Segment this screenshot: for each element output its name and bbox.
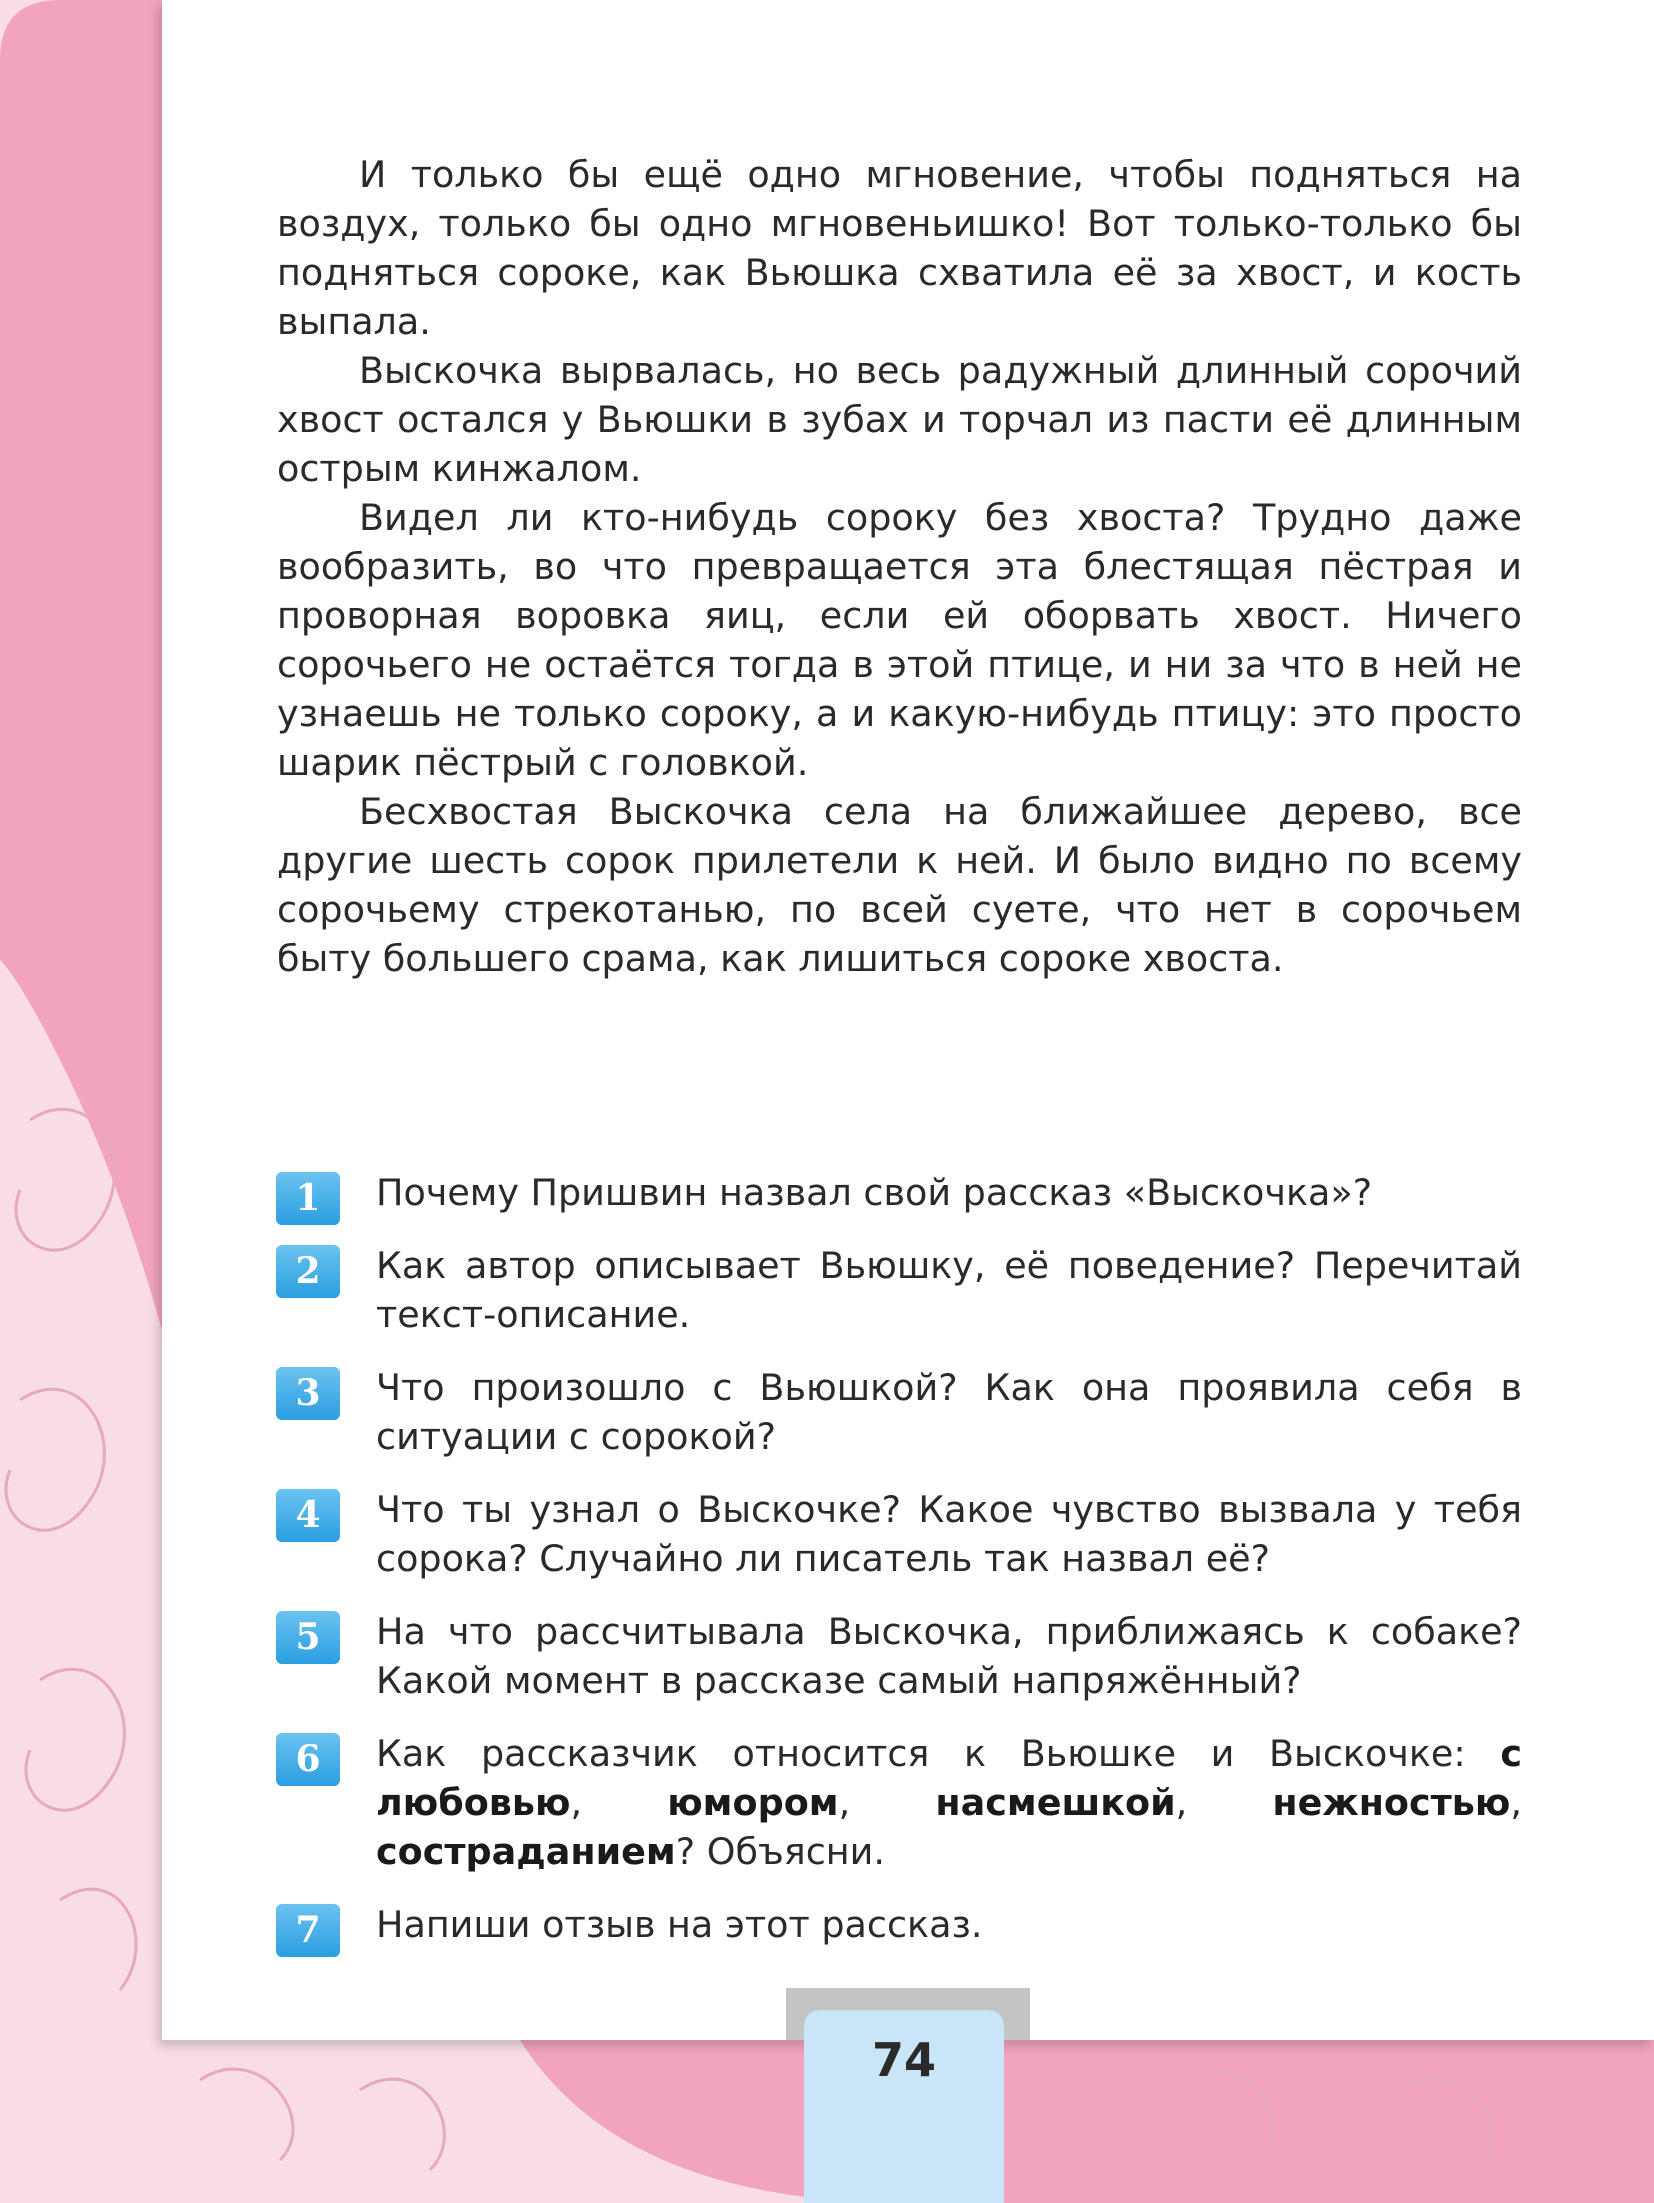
- question-text: На что рассчитывала Выскочка, приближаясь к собаке? Какой момент в рассказе самый напряжённый?: [376, 1610, 1522, 1702]
- question-number-badge: 5: [276, 1611, 340, 1664]
- question-text-intro: Как рассказчик относится к Вьюшке и Выскочке:: [376, 1732, 1501, 1775]
- question-number-badge: 3: [276, 1367, 340, 1420]
- question-item: [276, 1363, 1522, 1461]
- emphasis-option: состраданием: [376, 1830, 676, 1873]
- emphasis-option: юмором: [667, 1781, 839, 1824]
- question-text-end: ? Объясни.: [675, 1830, 885, 1873]
- question-number-badge: 6: [276, 1733, 340, 1786]
- question-text: Напиши отзыв на этот рассказ.: [376, 1903, 983, 1946]
- question-number-badge: 7: [276, 1904, 340, 1957]
- question-number-badge: 2: [276, 1245, 340, 1298]
- question-item: [276, 1729, 1522, 1876]
- question-number-badge: 4: [276, 1489, 340, 1542]
- question-item: [276, 1900, 1522, 1949]
- separator: ,: [838, 1781, 936, 1824]
- separator: ,: [1175, 1781, 1273, 1824]
- emphasis-option: насмешкой: [935, 1781, 1176, 1824]
- separator: ,: [1510, 1781, 1522, 1824]
- question-text: Как автор описывает Вьюшку, её поведение? Перечитай текст-описание.: [376, 1244, 1522, 1336]
- question-item: [276, 1607, 1522, 1705]
- question-list: [276, 1168, 1522, 1973]
- story-paragraph: Бесхвостая Выскочка села на ближайшее дерево, все другие шесть сорок прилетели к ней. И было видно по всему сорочьему стрекотанью, по всей суете, что нет в сорочьем быту большего срама, как лишиться сороке хвоста.: [277, 790, 1522, 980]
- question-item: [276, 1168, 1522, 1217]
- question-text: Что произошло с Вьюшкой? Как она проявила себя в ситуации с сорокой?: [376, 1366, 1522, 1458]
- question-number-badge: 1: [276, 1172, 340, 1225]
- emphasis-option: с любовью: [376, 1732, 1522, 1824]
- story-paragraph: Видел ли кто-нибудь сороку без хвоста? Трудно даже вообразить, во что превращается эта блестящая пёстрая и проворная воровка яиц, если ей оборвать хвост. Ничего сорочьего не остаётся тогда в этой птице, и ни за что в ней не узнаешь не только сороку, а и какую-нибудь птицу: это просто шарик пёстрый с головкой.: [277, 496, 1522, 784]
- story-paragraph: Выскочка вырвалась, но весь радужный длинный сорочий хвост остался у Вьюшки в зубах и торчал из пасти её длинным острым кинжалом.: [277, 349, 1522, 490]
- question-text: Что ты узнал о Выскочке? Какое чувство вызвала у тебя сорока? Случайно ли писатель так назвал её?: [376, 1488, 1522, 1580]
- question-item: [276, 1241, 1522, 1339]
- question-text: Почему Пришвин назвал свой рассказ «Выскочка»?: [376, 1171, 1373, 1214]
- page-number: 74: [804, 2010, 1004, 2203]
- question-item: [276, 1485, 1522, 1583]
- story-paragraph: И только бы ещё одно мгновение, чтобы подняться на воздух, только бы одно мгновеньишко! Вот только-только бы подняться сороке, как Вьюшка схватила её за хвост, и кость выпала.: [277, 153, 1522, 343]
- separator: ,: [570, 1781, 668, 1824]
- story-text: [277, 150, 1522, 983]
- emphasis-option: нежностью: [1272, 1781, 1511, 1824]
